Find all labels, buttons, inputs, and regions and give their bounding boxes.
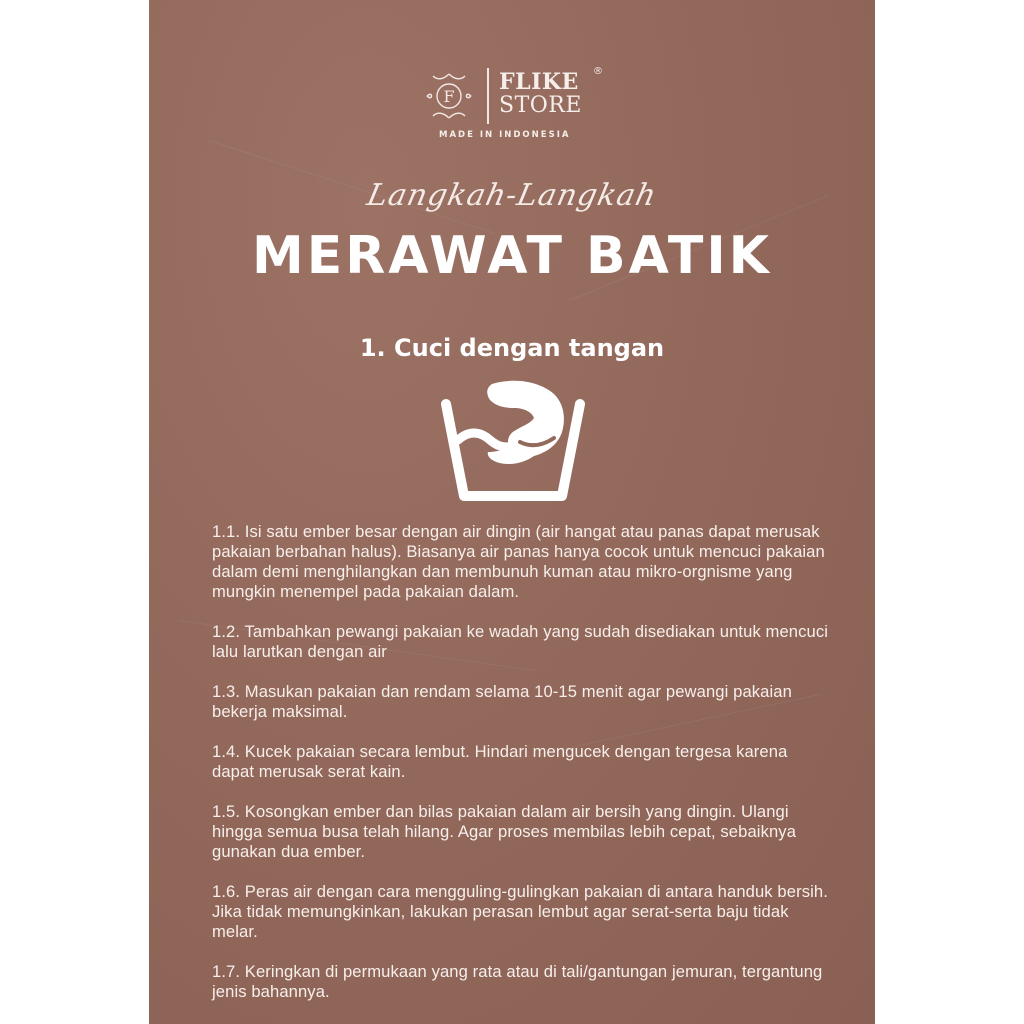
- brand-name-line1: FLIKE: [499, 69, 579, 95]
- page-title: MERAWAT BATIK: [252, 226, 772, 286]
- step-item: 1.5. Kosongkan ember dan bilas pakaian dalam air bersih yang dingin. Ulangi hingga semua busa telah hilang. Agar proses membilas lebih cepat, sebaiknya gunakan dua ember.: [212, 802, 797, 861]
- batik-care-poster: [149, 0, 875, 1024]
- step-item: 1.4. Kucek pakaian secara lembut. Hindari mengucek dengan tergesa karena dapat merusak serat kain.: [212, 742, 788, 781]
- step-item: 1.1. Isi satu ember besar dengan air dingin (air hangat atau panas dapat merusak pakaian berbahan halus). Biasanya air panas hanya cocok untuk mencuci pakaian dalam demi menghilangkan dan membunuh kuman atau mikro-orgnisme yang mungkin menempel pada pakaian dalam.: [212, 522, 825, 601]
- emblem-icon: [419, 68, 483, 124]
- section-title: 1. Cuci dengan tangan: [359, 334, 665, 362]
- brand-tagline: MADE IN INDONESIA: [439, 130, 571, 140]
- logo-divider: [487, 68, 489, 124]
- instruction-steps: [212, 522, 832, 1022]
- brand-logo: [419, 66, 619, 146]
- step-item: 1.3. Masukan pakaian dan rendam selama 10-15 menit agar pewangi pakaian bekerja maksimal.: [212, 682, 792, 721]
- svg-text:F: F: [443, 87, 455, 106]
- step-item: 1.6. Peras air dengan cara mengguling-gulingkan pakaian di antara handuk bersih. Jika tidak memungkinkan, lakukan perasan lembut agar serat-serta baju tidak melar.: [212, 882, 828, 941]
- script-subtitle: Langkah-Langkah: [363, 178, 661, 213]
- step-item: 1.7. Keringkan di permukaan yang rata atau di tali/gantungan jemuran, tergantung jenis bahannya.: [212, 962, 823, 1001]
- brand-name: [499, 70, 582, 118]
- brand-name-line2: STORE: [499, 93, 582, 118]
- registered-mark: ®: [593, 66, 603, 77]
- hand-wash-icon: [438, 378, 588, 504]
- step-item: 1.2. Tambahkan pewangi pakaian ke wadah yang sudah disediakan untuk mencuci lalu larutkan dengan air: [212, 622, 829, 661]
